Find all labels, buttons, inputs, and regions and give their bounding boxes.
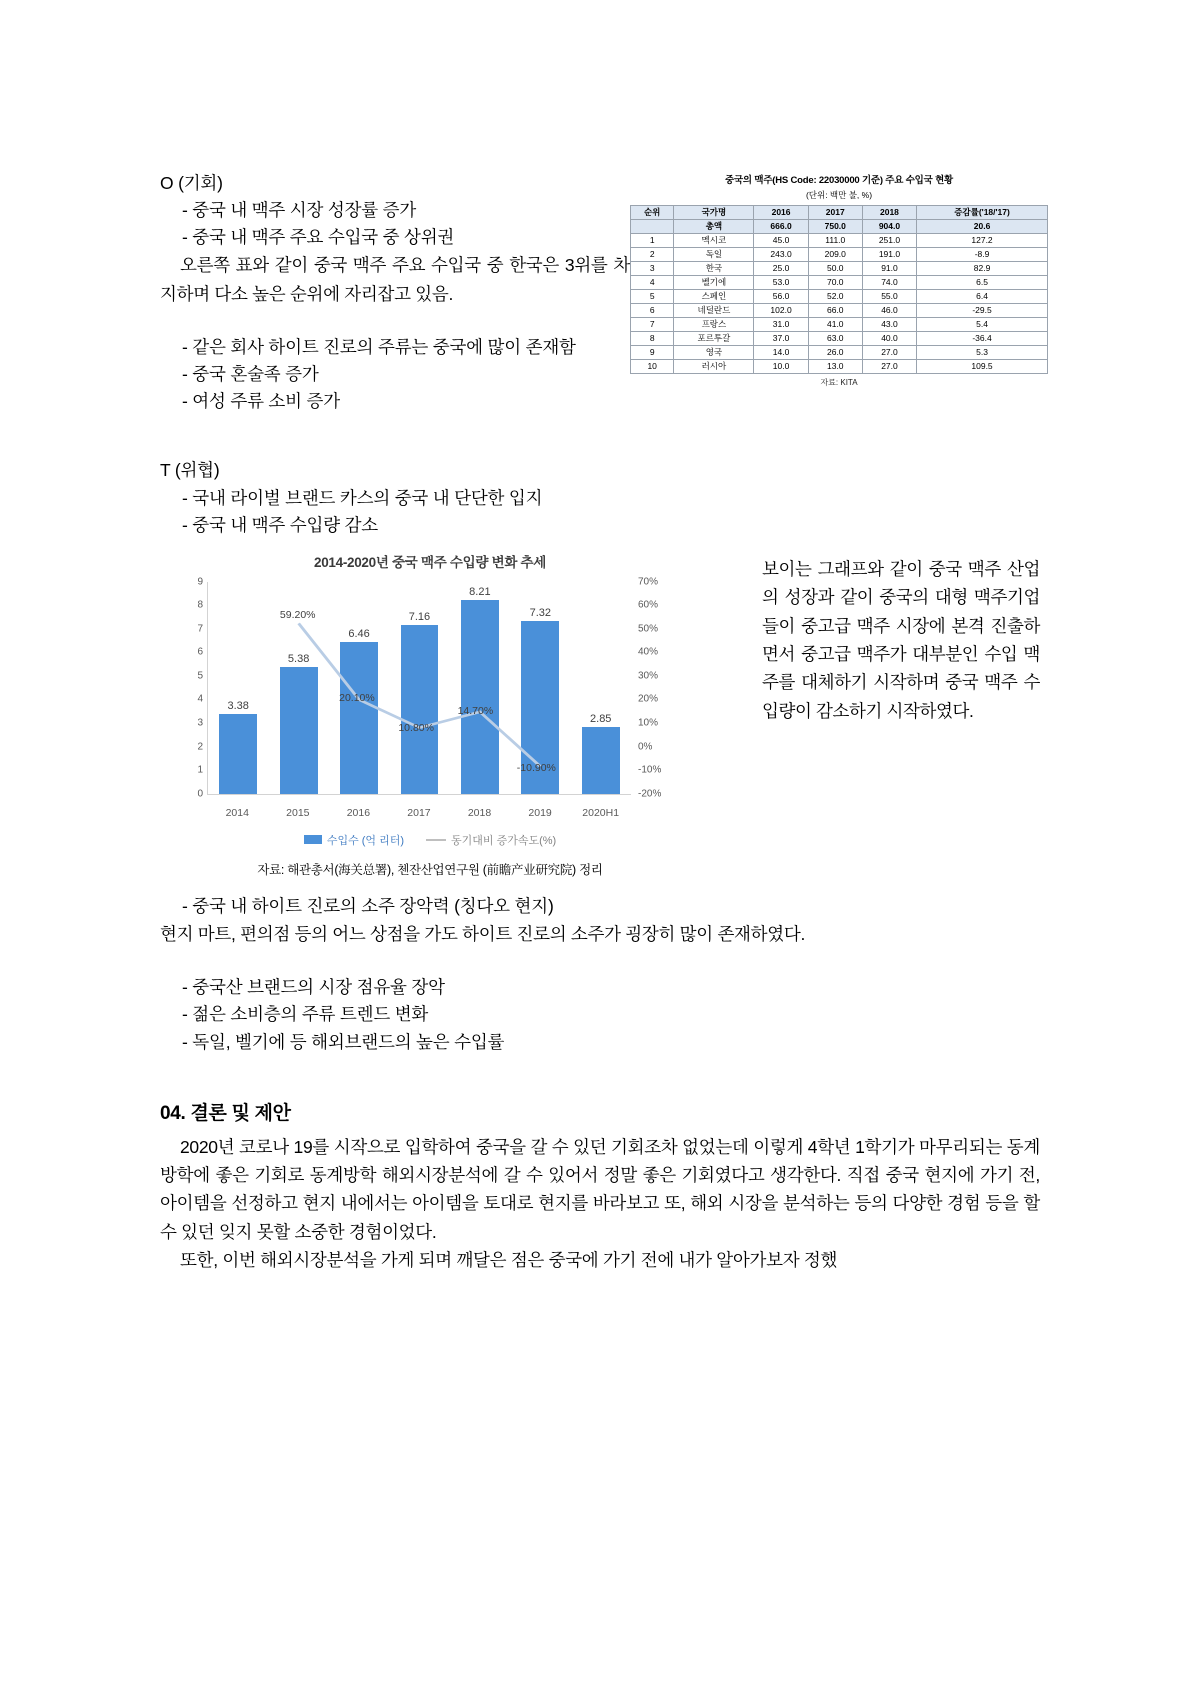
y-tick-left: 8	[197, 599, 203, 611]
y-tick-right: 10%	[638, 717, 659, 729]
col-2017: 2017	[808, 206, 862, 220]
y-tick-left: 4	[197, 693, 203, 705]
threat-heading: T (위협)	[160, 460, 220, 481]
x-tick: 2019	[528, 806, 552, 819]
cell-2018: 191.0	[862, 248, 916, 262]
chart-plot-area	[170, 575, 690, 830]
cell-change: 109.5	[917, 360, 1048, 374]
bar-value-label: 8.21	[469, 586, 491, 599]
bar-value-label: 7.16	[408, 611, 431, 624]
cell-2016: 25.0	[754, 262, 808, 276]
cell-rank	[631, 220, 674, 234]
y-tick-right: 0%	[638, 741, 653, 753]
cell-change: -36.4	[917, 332, 1048, 346]
bar-value-label: 3.38	[227, 700, 249, 713]
line-label-2018: 14.70%	[457, 704, 494, 717]
cell-2016: 56.0	[754, 290, 808, 304]
cell-rank: 8	[631, 332, 674, 346]
y-tick-right: 40%	[638, 646, 659, 658]
threat-bullet-soju: - 중국 내 하이트 진로의 소주 장악력 (칭다오 현지)	[182, 895, 554, 916]
cell-2017: 41.0	[808, 318, 862, 332]
opportunity-bullet-3: - 같은 회사 하이트 진로의 주류는 중국에 많이 존재함	[182, 337, 576, 358]
legend-label-bar: 수입수 (억 리터)	[326, 834, 405, 847]
legend-line-icon	[426, 839, 446, 841]
table-row	[631, 304, 1048, 318]
col-country: 국가명	[674, 206, 754, 220]
bar-value-label: 2.85	[590, 712, 612, 725]
conclusion-heading: 04. 결론 및 제안	[160, 1102, 291, 1124]
chart-source: 자료: 해관총서(海关总署), 첸잔산업연구원 (前瞻产业研究院) 정리	[257, 862, 603, 877]
import-table-unit: (단위: 백만 불, %)	[805, 190, 873, 200]
cell-2016: 53.0	[754, 276, 808, 290]
opportunity-bullet-1: - 중국 내 맥주 시장 성장률 증가	[182, 200, 417, 221]
threat-bullet-5: - 독일, 벨기에 등 해외브랜드의 높은 수입률	[182, 1031, 505, 1052]
col-2016: 2016	[754, 206, 808, 220]
cell-country: 스페인	[674, 290, 754, 304]
opportunity-bullet-4: - 중국 혼술족 증가	[182, 364, 319, 385]
legend-item-bar	[304, 832, 404, 848]
cell-change: 82.9	[917, 262, 1048, 276]
cell-change: 6.4	[917, 290, 1048, 304]
cell-2017: 70.0	[808, 276, 862, 290]
cell-2018: 40.0	[862, 332, 916, 346]
x-tick: 2017	[407, 806, 431, 819]
cell-2016: 45.0	[754, 234, 808, 248]
beer-import-chart-figure	[160, 551, 1040, 881]
chart-title: 2014-2020년 중국 맥주 수입량 변화 추세	[313, 554, 546, 570]
cell-country: 멕시코	[674, 234, 754, 248]
table-row	[631, 276, 1048, 290]
x-tick: 2020H1	[582, 806, 620, 819]
cell-2016: 14.0	[754, 346, 808, 360]
col-change: 증감률('18/'17)	[917, 206, 1048, 220]
legend-item-line	[426, 832, 556, 848]
x-tick: 2015	[286, 806, 310, 819]
cell-rank: 7	[631, 318, 674, 332]
threat-bullet-3: - 중국산 브랜드의 시장 점유율 장악	[182, 977, 445, 998]
line-label-2016: 20.10%	[339, 692, 375, 705]
y-tick-left: 7	[197, 623, 203, 635]
import-table-figure	[630, 172, 1048, 388]
table-row	[631, 248, 1048, 262]
table-header-row	[631, 206, 1048, 220]
y-tick-right: 30%	[638, 670, 659, 682]
line-label-2015: 59.20%	[279, 609, 316, 622]
chart-legend	[170, 832, 690, 848]
cell-country: 벨기에	[674, 276, 754, 290]
cell-change: 20.6	[917, 220, 1048, 234]
table-row	[631, 332, 1048, 346]
cell-2016: 102.0	[754, 304, 808, 318]
cell-2018: 27.0	[862, 360, 916, 374]
cell-country: 네덜란드	[674, 304, 754, 318]
cell-2017: 50.0	[808, 262, 862, 276]
conclusion-section	[160, 1098, 1040, 1275]
bar-value-label: 6.46	[348, 627, 370, 640]
cell-country: 한국	[674, 262, 754, 276]
cell-country: 독일	[674, 248, 754, 262]
y-tick-right: -10%	[638, 764, 662, 776]
chart-axes	[197, 576, 662, 800]
cell-change: 5.4	[917, 318, 1048, 332]
cell-2017: 111.0	[808, 234, 862, 248]
y-tick-right: 50%	[638, 623, 659, 635]
table-row	[631, 360, 1048, 374]
table-row	[631, 318, 1048, 332]
chart-x-labels	[207, 807, 631, 819]
cell-rank: 5	[631, 290, 674, 304]
cell-2018: 27.0	[862, 346, 916, 360]
cell-2018: 55.0	[862, 290, 916, 304]
conclusion-paragraph-2: 또한, 이번 해외시장분석을 가게 되며 깨달은 점은 중국에 가기 전에 내가 알아가보자 정했	[180, 1250, 838, 1271]
table-row	[631, 220, 1048, 234]
col-rank: 순위	[631, 206, 674, 220]
cell-rank: 10	[631, 360, 674, 374]
cell-change: -29.5	[917, 304, 1048, 318]
import-table	[630, 205, 1048, 374]
y-tick-right: 70%	[638, 576, 659, 588]
y-tick-right: 20%	[638, 693, 659, 705]
cell-country: 포르투갈	[674, 332, 754, 346]
line-label-2017: 10.80%	[398, 721, 434, 734]
cell-change: 5.3	[917, 346, 1048, 360]
table-row	[631, 346, 1048, 360]
growth-rate-line	[208, 582, 631, 794]
conclusion-paragraph-1: 2020년 코로나 19를 시작으로 입학하여 중국을 갈 수 있던 기회조차 없었는데 이렇게 4학년 1학기가 마무리되는 동계방학에 좋은 기회로 동계방학 해외시장분석에 갈 수 있어서 정말 좋은 기회였다고 생각한다. 직접 중국 현지에 가기 전, 아이템을 선정하고 현지 내에서는 아이템을 토대로 현지를 바라보고 또, 해외 시장을 분석하는 등의 다양한 경험 등을 할 수 있던 잊지 못할 소중한 경험이었다.	[160, 1136, 1040, 1242]
cell-2016: 243.0	[754, 248, 808, 262]
cell-rank: 1	[631, 234, 674, 248]
chart-container	[170, 551, 690, 878]
table-row	[631, 262, 1048, 276]
cell-2018: 43.0	[862, 318, 916, 332]
cell-2017: 13.0	[808, 360, 862, 374]
threat-paragraph-soju: 현지 마트, 편의점 등의 어느 상점을 가도 하이트 진로의 소주가 굉장히 많이 존재하였다.	[160, 923, 806, 944]
y-tick-left: 2	[197, 741, 203, 753]
bar-value-label: 5.38	[287, 653, 310, 666]
import-table-title: 중국의 맥주(HS Code: 22030000 기준) 주요 수입국 현황	[724, 175, 954, 186]
bar-value-label: 7.32	[529, 607, 552, 620]
cell-rank: 2	[631, 248, 674, 262]
col-2018: 2018	[862, 206, 916, 220]
opportunity-paragraph: 오른쪽 표와 같이 중국 맥주 주요 수입국 중 한국은 3위를 차지하며 다소 높은 순위에 자리잡고 있음.	[160, 255, 630, 304]
line-label-2019: -10.90%	[516, 762, 556, 774]
opportunity-bullet-2: - 중국 내 맥주 주요 수입국 중 상위권	[182, 227, 455, 248]
legend-label-line: 동기대비 증가속도(%)	[451, 834, 557, 847]
cell-2017: 52.0	[808, 290, 862, 304]
y-tick-left: 1	[197, 764, 203, 776]
y-tick-left: 3	[197, 717, 203, 729]
threat-section	[160, 457, 1040, 538]
cell-2018: 91.0	[862, 262, 916, 276]
cell-2017: 66.0	[808, 304, 862, 318]
cell-2018: 46.0	[862, 304, 916, 318]
cell-country: 총액	[674, 220, 754, 234]
threat-side-paragraph: 보이는 그래프와 같이 중국 맥주 산업의 성장과 같이 중국의 대형 맥주기업들이 중고급 맥주 시장에 본격 진출하면서 중고급 맥주가 대부분인 수입 맥주를 대체하기 시작하며 중국 맥주 수입량이 감소하기 시작하였다.	[762, 558, 1040, 721]
opportunity-text	[160, 170, 630, 334]
opportunity-section	[160, 170, 1040, 415]
cell-2016: 10.0	[754, 360, 808, 374]
threat-bullet-4: - 젊은 소비층의 주류 트렌드 변화	[182, 1004, 429, 1025]
cell-country: 프랑스	[674, 318, 754, 332]
opportunity-heading: O (기회)	[160, 173, 223, 193]
y-tick-left: 9	[197, 576, 203, 588]
threat-soju-block	[160, 893, 1040, 948]
cell-rank: 6	[631, 304, 674, 318]
y-tick-left: 0	[197, 788, 203, 800]
cell-change: 127.2	[917, 234, 1048, 248]
cell-rank: 4	[631, 276, 674, 290]
cell-rank: 3	[631, 262, 674, 276]
x-tick: 2014	[225, 806, 249, 819]
y-tick-left: 5	[197, 670, 203, 682]
cell-change: -8.9	[917, 248, 1048, 262]
cell-2018: 74.0	[862, 276, 916, 290]
import-table-source: 자료: KITA	[820, 378, 858, 387]
threat-bullets-3	[160, 974, 1040, 1055]
document-content	[160, 170, 1040, 1274]
cell-2018: 251.0	[862, 234, 916, 248]
opportunity-bullet-5: - 여성 주류 소비 증가	[182, 391, 340, 412]
x-tick: 2016	[346, 806, 371, 819]
threat-bullet-1: - 국내 라이벌 브랜드 카스의 중국 내 단단한 입지	[182, 487, 543, 508]
legend-swatch-icon	[304, 835, 322, 844]
cell-2017: 209.0	[808, 248, 862, 262]
cell-2016: 37.0	[754, 332, 808, 346]
cell-2017: 750.0	[808, 220, 862, 234]
threat-bullet-2: - 중국 내 맥주 수입량 감소	[182, 514, 378, 535]
opportunity-bullets-2	[160, 334, 630, 415]
cell-2017: 26.0	[808, 346, 862, 360]
x-tick: 2018	[467, 806, 492, 819]
y-tick-right: 60%	[638, 599, 659, 611]
cell-change: 6.5	[917, 276, 1048, 290]
y-tick-right: -20%	[638, 788, 662, 800]
cell-rank: 9	[631, 346, 674, 360]
cell-2016: 666.0	[754, 220, 808, 234]
cell-2017: 63.0	[808, 332, 862, 346]
table-row	[631, 234, 1048, 248]
cell-2018: 904.0	[862, 220, 916, 234]
y-tick-left: 6	[197, 646, 203, 658]
cell-country: 영국	[674, 346, 754, 360]
cell-2016: 31.0	[754, 318, 808, 332]
cell-country: 러시아	[674, 360, 754, 374]
table-row	[631, 290, 1048, 304]
